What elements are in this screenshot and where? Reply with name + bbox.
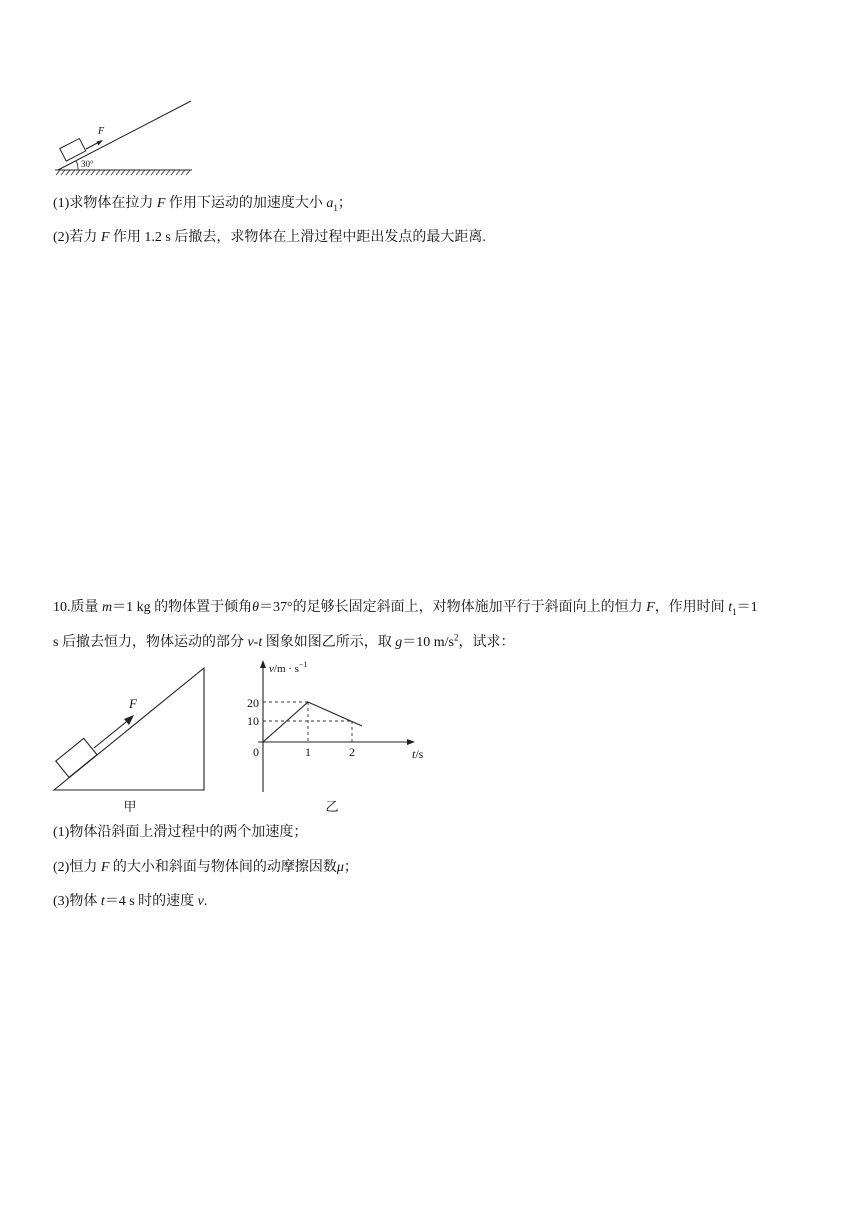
vt-series-line [263, 702, 362, 742]
q10-line2 [53, 633, 514, 653]
q9-sub1-text2: 作用下运动的加速度大小 [165, 196, 327, 211]
q10-figure-yi-vt-graph [238, 656, 438, 818]
force-label: F [129, 696, 137, 711]
q10-text: ，试求： [458, 635, 515, 650]
symbol-F: F [646, 600, 655, 615]
q10-sub1: (1)物体沿斜面上滑过程中的两个加速度； [53, 825, 308, 840]
symbol-m: m [102, 600, 113, 615]
q10-sub3-text: (3)物体 [53, 894, 101, 909]
q10-sub3 [53, 892, 207, 912]
q10-text: ＝1 [736, 600, 758, 615]
q10-sub2-end: ； [343, 860, 358, 875]
symbol-v: v [197, 894, 204, 909]
q10-text: ＝10 m/s [402, 635, 454, 650]
q10-sub3-text2: ＝4 s 时的速度 [104, 894, 198, 909]
figure-caption-jia: 甲 [123, 799, 137, 814]
q10-text: s 后撤去恒力，物体运动的部分 [53, 635, 248, 650]
x-axis-label: t/s [412, 747, 424, 761]
symbol-a: a [326, 196, 334, 211]
symbol-F: F [100, 860, 110, 875]
block [56, 738, 97, 777]
q10-sub2-text2: 的大小和斜面与物体间的动摩擦因数 [109, 860, 337, 875]
tick-label-20: 20 [247, 696, 259, 710]
q9-sub2 [53, 228, 486, 248]
q9-sub1 [53, 194, 352, 214]
symbol-F: F [100, 230, 110, 245]
symbol-t: t [100, 894, 105, 909]
symbol-F: F [156, 196, 166, 211]
dash: - [253, 635, 259, 650]
subscript-1: 1 [333, 202, 338, 213]
tick-label-2: 2 [349, 745, 355, 759]
y-axis-label: $v/m \cdot s^{-1}$ [269, 660, 308, 675]
x-axis-arrow [407, 739, 415, 745]
q9-sub1-end: ； [337, 196, 352, 211]
q10-text: 图象如图乙所示，取 [262, 635, 396, 650]
symbol-mu: μ [336, 860, 344, 875]
q10-sub2 [53, 858, 358, 878]
q10-sub3-end: . [203, 894, 208, 909]
force-label: F [98, 126, 105, 137]
q10-text: ＝1 kg 的物体置于倾角 [112, 600, 253, 615]
q10-sub2-text: (2)恒力 [53, 860, 101, 875]
incline-surface [58, 101, 191, 170]
symbol-v: v [247, 635, 254, 650]
tick-label-0: 0 [253, 745, 259, 759]
q10-text: ，作用时间 [654, 600, 729, 615]
angle-label: 30° [81, 159, 94, 169]
q9-sub2-end: 作用 1.2 s 后撤去，求物体在上滑过程中距出发点的最大距离. [109, 230, 486, 245]
force-arrowhead [97, 140, 104, 146]
ground-hatching [56, 170, 190, 175]
symbol-t: t [728, 600, 733, 615]
tick-label-1: 1 [305, 745, 311, 759]
symbol-t: t [258, 635, 263, 650]
guide-lines [263, 702, 352, 742]
q9-incline-figure [52, 96, 197, 181]
force-arrow [94, 718, 131, 748]
force-arrowhead [124, 715, 134, 725]
q9-sub2-text: (2)若力 [53, 230, 101, 245]
subscript-1: 1 [732, 606, 737, 617]
superscript-2: 2 [453, 632, 459, 643]
tick-label-10: 10 [247, 714, 259, 728]
q9-sub1-text: (1)求物体在拉力 [53, 196, 157, 211]
q10-number-text: 10.质量 [53, 600, 102, 615]
symbol-theta: θ [252, 600, 260, 615]
angle-arc [76, 161, 78, 170]
q10-line1 [53, 598, 758, 618]
q10-text: ＝37°的足够长固定斜面上，对物体施加平行于斜面向上的恒力 [259, 600, 647, 615]
figure-caption-yi: 乙 [325, 799, 339, 814]
q10-figure-jia [50, 662, 210, 817]
symbol-g: g [395, 635, 403, 650]
y-axis-arrow [260, 660, 266, 668]
